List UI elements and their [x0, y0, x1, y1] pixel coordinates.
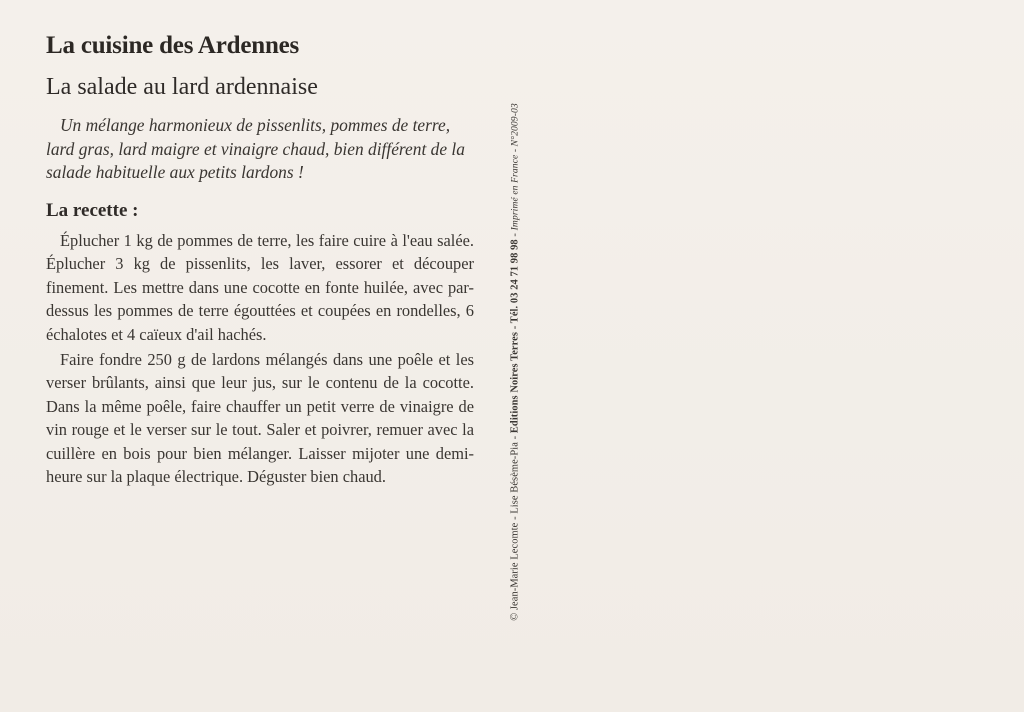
credit-publisher: Editions Noires Terres - Tél. 03 24 71 98 98: [509, 239, 521, 434]
credit-printed: Imprimé en France - N°2009-03: [509, 103, 521, 231]
credit-line: [510, 103, 521, 621]
credit-separator: -: [509, 230, 521, 240]
recipe-title: La salade au lard ardennaise: [46, 74, 318, 100]
recipe-paragraph-2: Faire fondre 250 g de lardons mélangés dans une poêle et les verser brûlants, ainsi que leur jus, sur le contenu de la cocotte. Dans la même poêle, faire chauffer un petit verre de vinaigre de vin rouge et le verser sur le tout. Saler et poivrer, remuer avec la cuillère en bois pour bien mélanger. Laisser mijoter une demi-heure sur la plaque électrique. Déguster bien chaud.: [46, 350, 474, 487]
credit-authors: © Jean-Marie Lecomte - Lise Bésème-Pia -: [509, 433, 521, 621]
recipe-heading: La recette :: [46, 200, 139, 221]
recipe-body: [46, 229, 474, 488]
intro-text: Un mélange harmonieux de pissenlits, pommes de terre, lard gras, lard maigre et vinaigre chaud, bien différent de la salade habituelle aux petits lardons !: [46, 115, 465, 182]
recipe-paragraph-1: Éplucher 1 kg de pommes de terre, les faire cuire à l'eau salée. Éplucher 3 kg de pissenlits, les laver, essorer et découper finement. Les mettre dans une cocotte en fonte huilée, avec par-dessus les pommes de terre égouttées et coupées en rondelles, 6 échalotes et 4 caïeux d'ail hachés.: [46, 231, 474, 344]
page-title: La cuisine des Ardennes: [46, 32, 300, 59]
